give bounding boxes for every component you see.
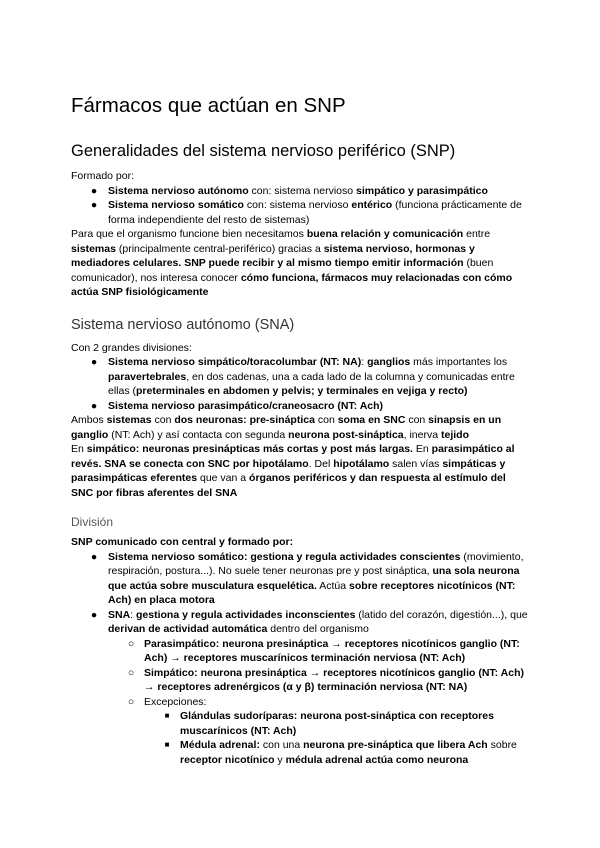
bullet-list — [71, 184, 530, 228]
circle-bullet-icon: ○ — [127, 666, 135, 679]
list-item: ■ Glándulas sudoríparas: neurona post-sináptica con receptores muscarínicos (NT: Ach) — [144, 709, 530, 738]
section-intro: SNP comunicado con central y formado por: — [71, 536, 294, 548]
list-item: ● SNA: gestiona y regula actividades inconscientes (latido del corazón, digestión...), que derivan de actividad automática dentro del organismo ○ Parasimpático: neurona presináptica → receptores nicotínicos ganglio (NT: Ach) → receptores muscarínicos terminación nerviosa (NT: Ach) ○ Simpático: neurona presináptica → receptores nicotínicos ganglio (NT: Ach) → receptores adrenérgicos (α y β) terminación nerviosa (NT: NA) ○ Excepciones: ■ Glándulas sudoríparas: neurona post-sináptica con receptores muscarínicos (NT: Ach) ■ Médula adrenal: con una neurona pre-sináptica que libera Ach sobre receptor nicotínico y médula adrenal actúa como neurona — [71, 608, 530, 768]
section-intro: Formado por: — [71, 170, 135, 182]
section-heading-snp: Generalidades del sistema nervioso periférico (SNP) — [71, 142, 456, 160]
list-item: ○ Excepciones: ■ Glándulas sudoríparas: neurona post-sináptica con receptores muscarínicos (NT: Ach) ■ Médula adrenal: con una neurona pre-sináptica que libera Ach sobre receptor nicotínico y médula adrenal actúa como neurona — [108, 695, 530, 768]
bullet-icon: ● — [90, 608, 98, 621]
circle-bullet-icon: ○ — [127, 695, 135, 708]
list-item: ● Sistema nervioso simpático/toracolumbar (NT: NA): ganglios más importantes los paravertebrales, en dos cadenas, una a cada lado de la columna y comunicadas entre ellas (preterminales en abdomen y pelvis; y terminales en vejiga y recto) — [71, 355, 530, 399]
square-bullet-icon: ■ — [164, 740, 170, 749]
bullet-icon: ● — [90, 199, 98, 211]
bullet-list — [71, 355, 530, 413]
list-item: ● Sistema nervioso somático: gestiona y regula actividades conscientes (movimiento, respiración, postura...). No suele tener neuronas pre y post sináptica, una sola neurona que actúa sobre musculatura esquelética. Actúa sobre receptores nicotínicos (NT: Ach) en placa motora — [71, 550, 530, 608]
sub-sub-bullet-list — [144, 709, 530, 767]
section-intro: Con 2 grandes divisiones: — [71, 341, 192, 354]
document-title: Fármacos que actúan en SNP — [71, 94, 346, 117]
paragraph: En simpático: neuronas presinápticas más cortas y post más largas. En parasimpático al revés. SNA se conecta con SNC por hipotálamo. Del hipotálamo salen vías simpáticas y parasimpáticas eferentes que van a órganos periféricos y dan respuesta al estímulo del SNC por fibras aferentes del SNA — [71, 443, 515, 499]
bullet-icon: ● — [90, 356, 98, 368]
section-heading-sna: Sistema nervioso autónomo (SNA) — [71, 316, 295, 333]
list-item: ○ Parasimpático: neurona presináptica → receptores nicotínicos ganglio (NT: Ach) → receptores muscarínicos terminación nerviosa (NT: Ach) — [108, 637, 530, 666]
bullet-icon: ● — [90, 550, 98, 563]
section-heading-division: División — [71, 515, 114, 529]
bullet-icon: ● — [90, 399, 98, 412]
bullet-icon: ● — [90, 184, 98, 197]
list-item: ○ Simpático: neurona presináptica → receptores nicotínicos ganglio (NT: Ach) → receptores adrenérgicos (α y β) terminación nerviosa (NT: NA) — [108, 666, 530, 695]
paragraph: Ambos sistemas con dos neuronas: pre-sináptica con soma en SNC con sinapsis en un ganglio (NT: Ach) y así contacta con segunda neurona post-sináptica, inerva tejido — [71, 414, 502, 441]
square-bullet-icon: ■ — [164, 711, 170, 720]
sub-bullet-list — [108, 637, 530, 768]
list-item: ● Sistema nervioso autónomo con: sistema nervioso simpático y parasimpático — [71, 184, 530, 199]
bullet-list — [71, 550, 530, 768]
paragraph: Para que el organismo funcione bien necesitamos buena relación y comunicación entre sistemas (principalmente central-periférico) gracias a sistema nervioso, hormonas y mediadores celulares. SNP puede recibir y al mismo tiempo emitir información (buen comunicador), nos interesa conocer cómo funciona, fármacos muy relacionadas con cómo actúa SNP fisiológicamente — [71, 228, 513, 298]
list-item: ● Sistema nervioso somático con: sistema nervioso entérico (funciona prácticamente de forma independiente del resto de sistemas) — [71, 198, 530, 227]
circle-bullet-icon: ○ — [127, 637, 135, 650]
list-item: ● Sistema nervioso parasimpático/craneosacro (NT: Ach) — [71, 399, 530, 414]
list-item: ■ Médula adrenal: con una neurona pre-sináptica que libera Ach sobre receptor nicotínico y médula adrenal actúa como neurona — [144, 738, 530, 767]
